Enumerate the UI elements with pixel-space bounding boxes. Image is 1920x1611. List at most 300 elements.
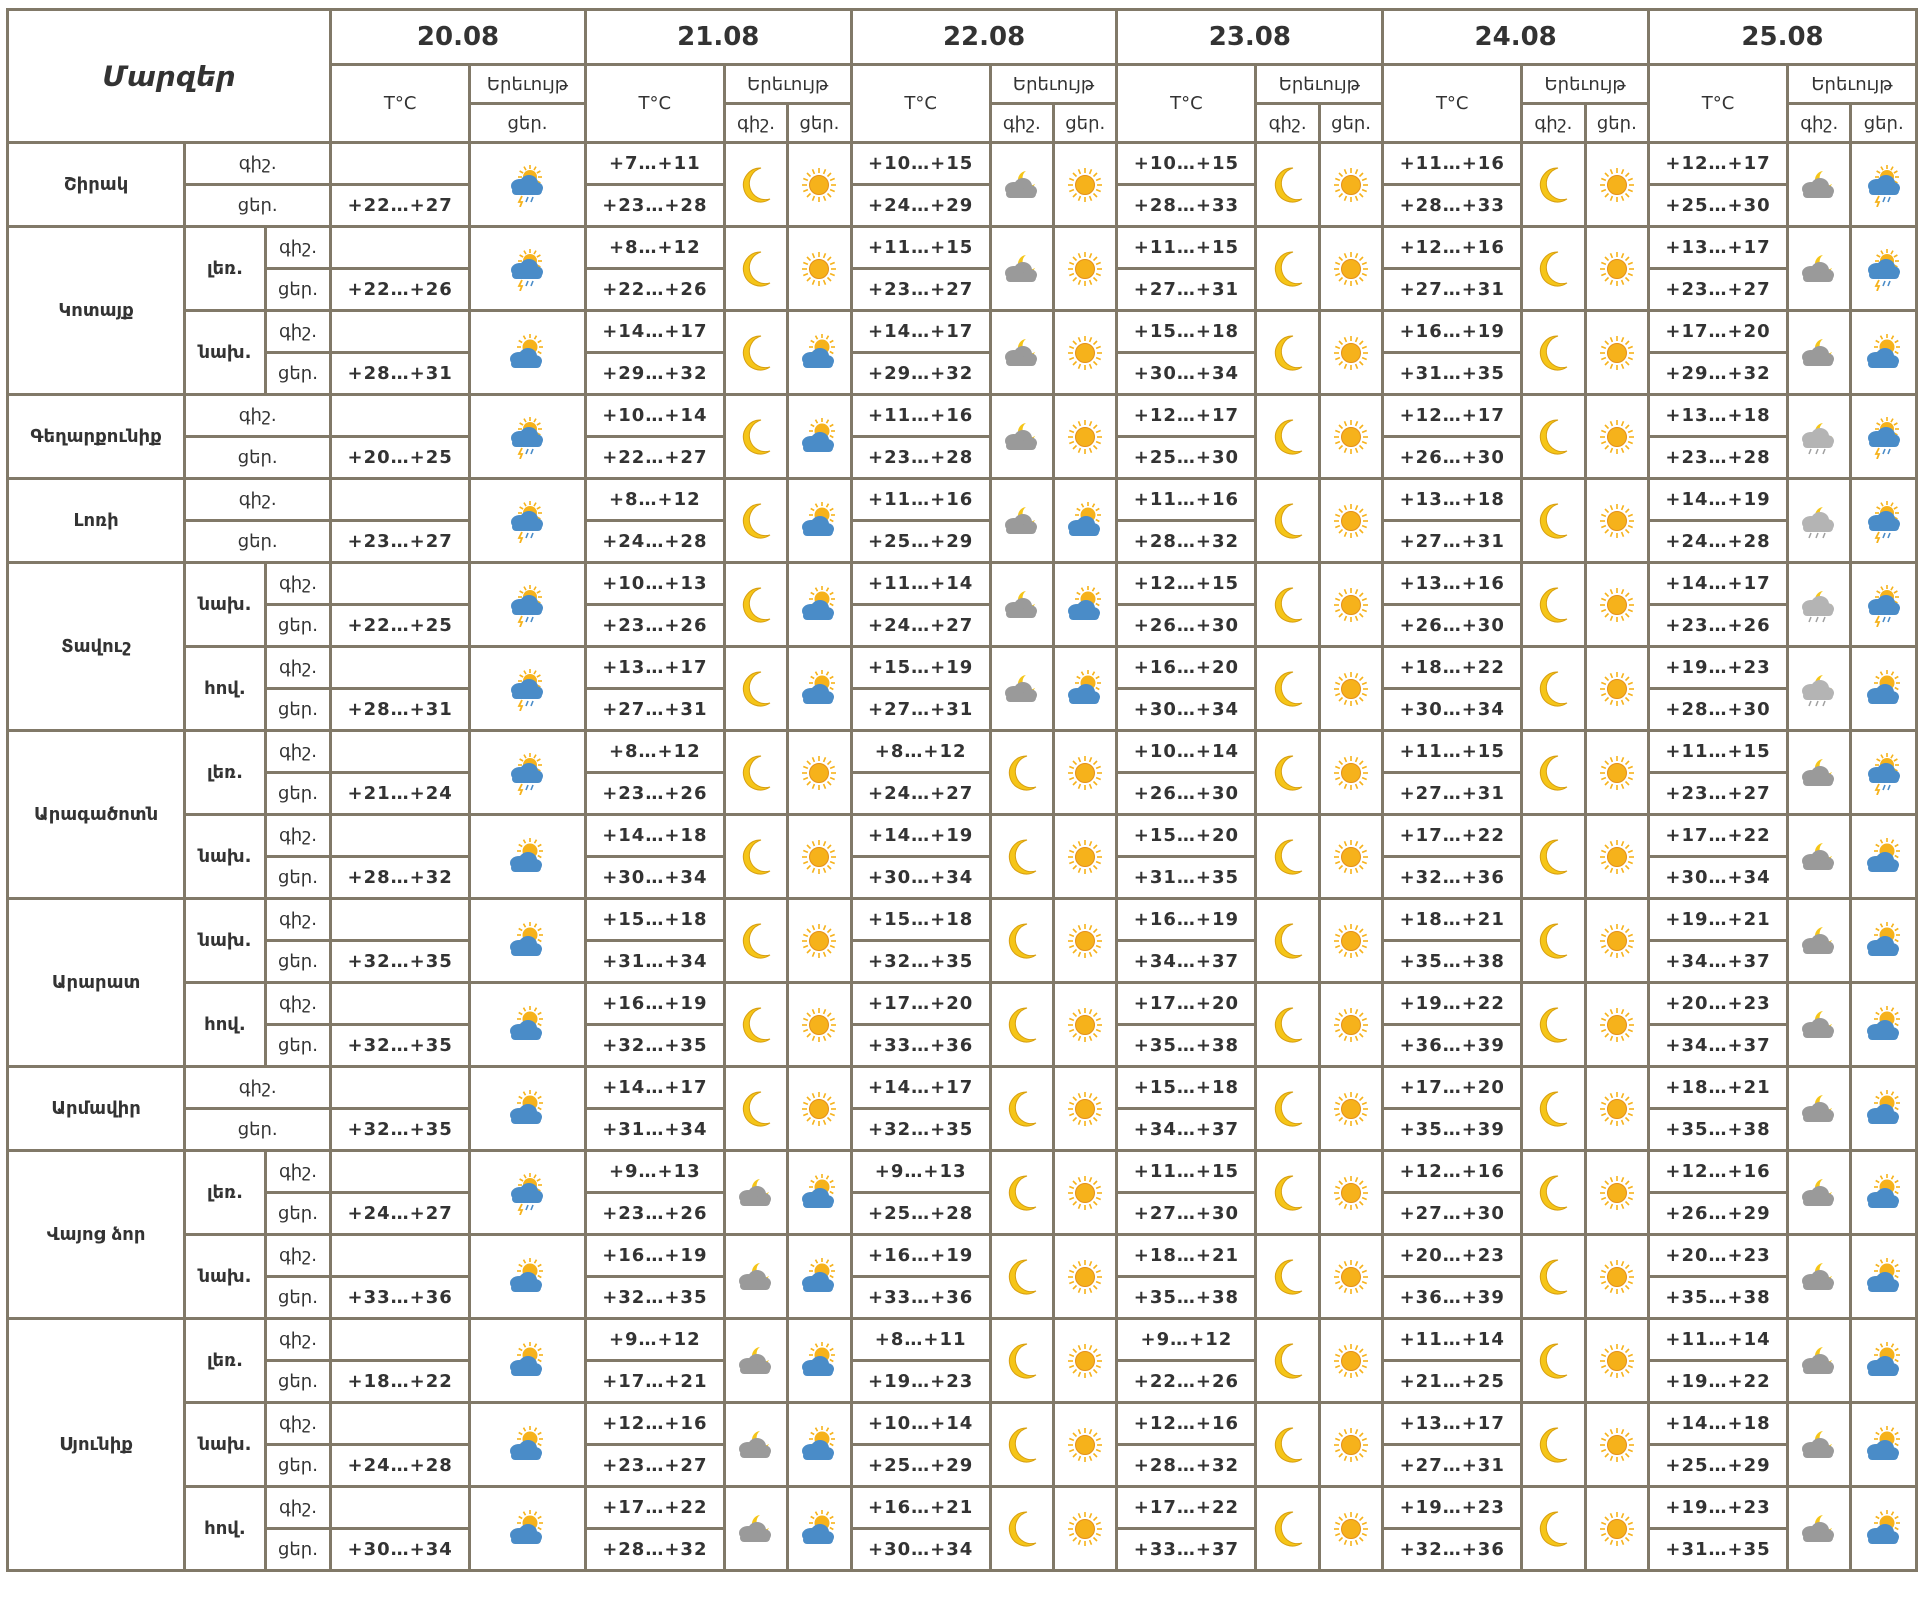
day-temp: +34…+37	[1117, 941, 1256, 983]
cloudy-night-icon	[990, 479, 1053, 563]
subregion-label: նախ.	[185, 1403, 266, 1487]
night-temp: +15…+20	[1117, 815, 1256, 857]
day-temp: +27…+30	[1383, 1193, 1522, 1235]
moon-icon	[724, 1067, 787, 1151]
partly-cloudy-day-icon	[470, 1403, 586, 1487]
night-label: գիշ.	[265, 1403, 330, 1445]
sun-icon	[1054, 731, 1117, 815]
cloudy-night-icon	[1787, 1487, 1850, 1571]
region-night-row	[8, 1151, 1917, 1193]
day-temp: +27…+31	[1383, 269, 1522, 311]
day-temp: +32…+36	[1383, 1529, 1522, 1571]
region-night-row	[8, 1235, 1917, 1277]
day-temp: +31…+34	[585, 1109, 724, 1151]
day-temp: +27…+31	[851, 689, 990, 731]
date-header: 23.08	[1117, 10, 1383, 65]
partly-cloudy-rain-thunder-icon	[470, 563, 586, 647]
partly-cloudy-day-icon	[470, 1067, 586, 1151]
sun-icon	[1054, 1487, 1117, 1571]
day-temp: +28…+32	[1117, 521, 1256, 563]
day-temp: +31…+35	[1383, 353, 1522, 395]
subregion-label: նախ.	[185, 815, 266, 899]
sun-icon	[1054, 1403, 1117, 1487]
night-temp: +11…+14	[1383, 1319, 1522, 1361]
night-label: գիշ.	[265, 1319, 330, 1361]
night-temp: +9…+13	[585, 1151, 724, 1193]
date-header: 25.08	[1649, 10, 1917, 65]
partly-cloudy-day-icon	[1054, 479, 1117, 563]
night-temp: +12…+16	[1383, 1151, 1522, 1193]
moon-icon	[1256, 1403, 1319, 1487]
day-temp: +32…+35	[851, 1109, 990, 1151]
night-temp: +16…+21	[851, 1487, 990, 1529]
day-header: ցեր.	[470, 104, 586, 143]
night-label: գիշ.	[265, 899, 330, 941]
night-label: գիշ.	[265, 563, 330, 605]
moon-icon	[1522, 395, 1585, 479]
night-temp: +12…+16	[585, 1403, 724, 1445]
day-temp: +35…+39	[1383, 1109, 1522, 1151]
day-temp: +25…+30	[1117, 437, 1256, 479]
day-temp: +35…+38	[1383, 941, 1522, 983]
partly-cloudy-day-icon	[1054, 647, 1117, 731]
day-temp: +28…+33	[1383, 185, 1522, 227]
day-temp: +24…+28	[585, 521, 724, 563]
sun-icon	[1585, 1403, 1648, 1487]
day-temp: +28…+32	[1117, 1445, 1256, 1487]
day-label: ցեր.	[265, 605, 330, 647]
cloudy-night-icon	[1787, 983, 1850, 1067]
day-temp: +26…+30	[1117, 773, 1256, 815]
moon-icon	[724, 395, 787, 479]
weather-header: Երեւույթ	[724, 65, 851, 104]
night-temp-empty	[331, 395, 470, 437]
partly-cloudy-day-icon	[470, 1235, 586, 1319]
partly-cloudy-day-icon	[1851, 1067, 1917, 1151]
sun-icon	[1585, 311, 1648, 395]
day-temp: +28…+33	[1117, 185, 1256, 227]
partly-cloudy-rain-thunder-icon	[470, 647, 586, 731]
sun-icon	[1585, 815, 1648, 899]
day-label: ցեր.	[185, 185, 331, 227]
sun-icon	[788, 1067, 851, 1151]
partly-cloudy-day-icon	[788, 647, 851, 731]
night-temp: +15…+18	[851, 899, 990, 941]
sun-icon	[1585, 1151, 1648, 1235]
day-temp: +26…+30	[1383, 605, 1522, 647]
cloudy-night-icon	[1787, 1151, 1850, 1235]
night-temp-empty	[331, 143, 470, 185]
moon-icon	[990, 1235, 1053, 1319]
day-label: ցեր.	[265, 689, 330, 731]
region-night-row	[8, 227, 1917, 269]
partly-cloudy-day-icon	[470, 1319, 586, 1403]
day-temp: +26…+29	[1649, 1193, 1788, 1235]
day-temp: +25…+28	[851, 1193, 990, 1235]
moon-icon	[1522, 311, 1585, 395]
night-temp-empty	[331, 227, 470, 269]
sun-icon	[1585, 143, 1648, 227]
night-temp: +12…+17	[1649, 143, 1788, 185]
day-header: ցեր.	[788, 104, 851, 143]
partly-cloudy-rain-thunder-icon	[1851, 563, 1917, 647]
sun-icon	[1319, 1151, 1382, 1235]
temperature-header: T°C	[1383, 65, 1522, 143]
day-header: ցեր.	[1319, 104, 1382, 143]
day-temp: +30…+34	[331, 1529, 470, 1571]
moon-icon	[1522, 983, 1585, 1067]
night-temp: +19…+21	[1649, 899, 1788, 941]
partly-cloudy-rain-thunder-icon	[1851, 731, 1917, 815]
night-header: գիշ.	[1787, 104, 1850, 143]
moon-icon	[1522, 143, 1585, 227]
moon-icon	[1256, 815, 1319, 899]
cloudy-night-icon	[990, 647, 1053, 731]
day-temp: +33…+36	[851, 1025, 990, 1067]
sun-icon	[1319, 479, 1382, 563]
day-temp: +29…+32	[585, 353, 724, 395]
moon-icon	[990, 731, 1053, 815]
night-temp: +12…+17	[1383, 395, 1522, 437]
region-name: Կոտայք	[8, 227, 185, 395]
night-temp: +11…+15	[1117, 227, 1256, 269]
cloudy-night-icon	[990, 563, 1053, 647]
day-temp: +23…+27	[331, 521, 470, 563]
day-temp: +33…+36	[851, 1277, 990, 1319]
partly-cloudy-day-icon	[788, 1235, 851, 1319]
region-night-row	[8, 815, 1917, 857]
night-temp: +11…+14	[1649, 1319, 1788, 1361]
day-temp: +32…+35	[331, 1025, 470, 1067]
temperature-header: T°C	[331, 65, 470, 143]
day-temp: +32…+35	[585, 1277, 724, 1319]
sun-icon	[788, 983, 851, 1067]
sun-icon	[1319, 647, 1382, 731]
sun-icon	[1054, 1319, 1117, 1403]
sun-icon	[1054, 1067, 1117, 1151]
day-header: ցեր.	[1585, 104, 1648, 143]
night-label: գիշ.	[265, 1151, 330, 1193]
sun-icon	[1319, 1067, 1382, 1151]
region-name: Գեղարքունիք	[8, 395, 185, 479]
night-temp: +10…+14	[585, 395, 724, 437]
day-temp: +34…+37	[1649, 941, 1788, 983]
day-temp: +29…+32	[1649, 353, 1788, 395]
moon-icon	[1522, 815, 1585, 899]
day-temp: +23…+26	[1649, 605, 1788, 647]
day-label: ցեր.	[265, 1529, 330, 1571]
sun-icon	[788, 143, 851, 227]
temperature-header: T°C	[585, 65, 724, 143]
day-temp: +30…+34	[1117, 353, 1256, 395]
sun-icon	[1585, 227, 1648, 311]
sun-icon	[1319, 1487, 1382, 1571]
night-temp: +14…+17	[851, 1067, 990, 1109]
sun-icon	[788, 731, 851, 815]
day-temp: +17…+21	[585, 1361, 724, 1403]
day-temp: +28…+31	[331, 353, 470, 395]
region-night-row	[8, 143, 1917, 185]
day-temp: +31…+35	[1117, 857, 1256, 899]
day-temp: +23…+28	[1649, 437, 1788, 479]
weather-header: Երեւույթ	[990, 65, 1117, 104]
day-label: ցեր.	[185, 1109, 331, 1151]
day-temp: +28…+30	[1649, 689, 1788, 731]
day-temp: +22…+27	[331, 185, 470, 227]
night-temp: +14…+17	[851, 311, 990, 353]
day-temp: +30…+34	[585, 857, 724, 899]
moon-icon	[724, 983, 787, 1067]
night-temp: +8…+12	[585, 227, 724, 269]
cloudy-night-icon	[724, 1151, 787, 1235]
moon-icon	[990, 899, 1053, 983]
night-temp: +18…+22	[1383, 647, 1522, 689]
region-name: Արագածոտն	[8, 731, 185, 899]
partly-cloudy-day-icon	[788, 1319, 851, 1403]
moon-icon	[724, 647, 787, 731]
night-label: գիշ.	[265, 815, 330, 857]
day-temp: +30…+34	[1649, 857, 1788, 899]
night-temp: +18…+21	[1383, 899, 1522, 941]
date-header: 22.08	[851, 10, 1117, 65]
night-temp: +18…+21	[1649, 1067, 1788, 1109]
sun-icon	[1054, 143, 1117, 227]
day-temp: +26…+30	[1383, 437, 1522, 479]
night-label: գիշ.	[265, 647, 330, 689]
night-temp-empty	[331, 815, 470, 857]
night-temp: +18…+21	[1117, 1235, 1256, 1277]
night-header: գիշ.	[724, 104, 787, 143]
night-temp: +11…+15	[851, 227, 990, 269]
region-night-row	[8, 647, 1917, 689]
sun-icon	[1585, 1235, 1648, 1319]
forecast-container	[6, 8, 1918, 1608]
day-temp: +22…+26	[1117, 1361, 1256, 1403]
partly-cloudy-day-icon	[788, 395, 851, 479]
night-label: գիշ.	[265, 1235, 330, 1277]
cloudy-night-icon	[1787, 815, 1850, 899]
day-temp: +27…+31	[1383, 1445, 1522, 1487]
weather-forecast-table	[6, 8, 1918, 1572]
day-temp: +28…+32	[331, 857, 470, 899]
cloudy-night-rain-icon	[1787, 647, 1850, 731]
day-label: ցեր.	[265, 857, 330, 899]
partly-cloudy-day-icon	[1851, 1319, 1917, 1403]
night-temp-empty	[331, 899, 470, 941]
day-temp: +35…+38	[1649, 1109, 1788, 1151]
partly-cloudy-day-icon	[470, 983, 586, 1067]
moon-icon	[1256, 395, 1319, 479]
partly-cloudy-day-icon	[788, 1151, 851, 1235]
sun-icon	[1585, 647, 1648, 731]
sun-icon	[788, 815, 851, 899]
night-temp-empty	[331, 1403, 470, 1445]
moon-icon	[724, 479, 787, 563]
day-temp: +25…+30	[1649, 185, 1788, 227]
night-temp: +20…+23	[1649, 983, 1788, 1025]
night-label: գիշ.	[265, 1487, 330, 1529]
day-temp: +24…+29	[851, 185, 990, 227]
day-temp: +24…+27	[331, 1193, 470, 1235]
day-temp: +23…+26	[585, 773, 724, 815]
day-temp: +28…+32	[585, 1529, 724, 1571]
subregion-label: նախ.	[185, 311, 266, 395]
partly-cloudy-day-icon	[788, 1403, 851, 1487]
night-temp: +15…+19	[851, 647, 990, 689]
weather-header: Երեւույթ	[1522, 65, 1649, 104]
night-temp: +13…+17	[1649, 227, 1788, 269]
sun-icon	[1319, 227, 1382, 311]
cloudy-night-icon	[1787, 1235, 1850, 1319]
night-temp: +11…+14	[851, 563, 990, 605]
sun-icon	[1319, 983, 1382, 1067]
partly-cloudy-rain-thunder-icon	[470, 395, 586, 479]
sun-icon	[1585, 1319, 1648, 1403]
subregion-label: հով.	[185, 1487, 266, 1571]
day-temp: +27…+31	[585, 689, 724, 731]
temperature-header: T°C	[1117, 65, 1256, 143]
day-temp: +18…+22	[331, 1361, 470, 1403]
moon-icon	[1256, 311, 1319, 395]
day-temp: +24…+27	[851, 773, 990, 815]
day-temp: +23…+27	[1649, 773, 1788, 815]
night-temp: +16…+20	[1117, 647, 1256, 689]
night-header: գիշ.	[1522, 104, 1585, 143]
day-temp: +21…+25	[1383, 1361, 1522, 1403]
moon-icon	[1522, 1487, 1585, 1571]
partly-cloudy-day-icon	[788, 1487, 851, 1571]
partly-cloudy-day-icon	[470, 815, 586, 899]
sun-icon	[1054, 395, 1117, 479]
night-temp: +13…+18	[1649, 395, 1788, 437]
partly-cloudy-day-icon	[1851, 815, 1917, 899]
moon-icon	[990, 983, 1053, 1067]
cloudy-night-icon	[1787, 311, 1850, 395]
night-label: գիշ.	[185, 143, 331, 185]
day-temp: +27…+31	[1383, 773, 1522, 815]
moon-icon	[1256, 563, 1319, 647]
moon-icon	[990, 815, 1053, 899]
night-temp-empty	[331, 311, 470, 353]
date-header: 21.08	[585, 10, 851, 65]
cloudy-night-icon	[1787, 1403, 1850, 1487]
cloudy-night-icon	[1787, 143, 1850, 227]
sun-icon	[788, 227, 851, 311]
day-temp: +28…+31	[331, 689, 470, 731]
night-temp: +7…+11	[585, 143, 724, 185]
temperature-header: T°C	[851, 65, 990, 143]
sun-icon	[1319, 563, 1382, 647]
day-temp: +30…+34	[851, 857, 990, 899]
day-label: ցեր.	[265, 773, 330, 815]
night-temp: +11…+16	[1383, 143, 1522, 185]
sun-icon	[1585, 899, 1648, 983]
sun-icon	[1319, 899, 1382, 983]
partly-cloudy-day-icon	[1851, 1487, 1917, 1571]
night-temp: +11…+15	[1117, 1151, 1256, 1193]
cloudy-night-icon	[990, 311, 1053, 395]
day-temp: +22…+26	[331, 269, 470, 311]
night-label: գիշ.	[185, 479, 331, 521]
moon-icon	[1256, 1319, 1319, 1403]
partly-cloudy-day-icon	[1851, 1403, 1917, 1487]
moon-icon	[1256, 1235, 1319, 1319]
partly-cloudy-rain-thunder-icon	[1851, 395, 1917, 479]
day-temp: +25…+29	[1649, 1445, 1788, 1487]
sun-icon	[1054, 311, 1117, 395]
date-header: 24.08	[1383, 10, 1649, 65]
night-temp: +8…+12	[851, 731, 990, 773]
cloudy-night-icon	[1787, 227, 1850, 311]
night-temp: +11…+15	[1383, 731, 1522, 773]
day-temp: +32…+35	[585, 1025, 724, 1067]
cloudy-night-rain-icon	[1787, 479, 1850, 563]
partly-cloudy-day-icon	[1851, 1151, 1917, 1235]
sun-icon	[1319, 1403, 1382, 1487]
day-header: ցեր.	[1054, 104, 1117, 143]
day-temp: +26…+30	[1117, 605, 1256, 647]
partly-cloudy-day-icon	[470, 311, 586, 395]
night-temp: +11…+16	[851, 395, 990, 437]
day-label: ցեր.	[265, 1193, 330, 1235]
night-temp: +10…+15	[851, 143, 990, 185]
cloudy-night-icon	[990, 227, 1053, 311]
day-temp: +25…+29	[851, 1445, 990, 1487]
night-temp: +10…+13	[585, 563, 724, 605]
day-label: ցեր.	[185, 521, 331, 563]
sun-icon	[1054, 227, 1117, 311]
sun-icon	[1585, 731, 1648, 815]
day-temp: +36…+39	[1383, 1277, 1522, 1319]
night-temp-empty	[331, 563, 470, 605]
sun-icon	[1054, 1235, 1117, 1319]
day-temp: +32…+36	[1383, 857, 1522, 899]
night-label: գիշ.	[265, 983, 330, 1025]
night-temp: +17…+22	[1117, 1487, 1256, 1529]
night-temp-empty	[331, 1067, 470, 1109]
day-temp: +32…+35	[851, 941, 990, 983]
day-temp: +35…+38	[1649, 1277, 1788, 1319]
day-temp: +35…+38	[1117, 1025, 1256, 1067]
day-temp: +24…+28	[1649, 521, 1788, 563]
moon-icon	[1522, 1235, 1585, 1319]
moon-icon	[1256, 1487, 1319, 1571]
night-temp: +10…+15	[1117, 143, 1256, 185]
day-temp: +22…+25	[331, 605, 470, 647]
moon-icon	[1522, 731, 1585, 815]
night-temp: +17…+22	[585, 1487, 724, 1529]
moon-icon	[990, 1067, 1053, 1151]
sun-icon	[1319, 1235, 1382, 1319]
day-temp: +20…+25	[331, 437, 470, 479]
night-temp: +16…+19	[585, 1235, 724, 1277]
day-temp: +23…+27	[1649, 269, 1788, 311]
region-night-row	[8, 983, 1917, 1025]
moon-icon	[990, 1403, 1053, 1487]
night-label: գիշ.	[185, 395, 331, 437]
night-temp: +11…+16	[1117, 479, 1256, 521]
night-temp-empty	[331, 1235, 470, 1277]
subregion-label: լեռ.	[185, 227, 266, 311]
partly-cloudy-day-icon	[1851, 983, 1917, 1067]
night-temp-empty	[331, 479, 470, 521]
cloudy-night-icon	[724, 1235, 787, 1319]
night-temp: +19…+22	[1383, 983, 1522, 1025]
night-temp-empty	[331, 983, 470, 1025]
region-night-row	[8, 1319, 1917, 1361]
sun-icon	[1054, 815, 1117, 899]
partly-cloudy-day-icon	[788, 563, 851, 647]
